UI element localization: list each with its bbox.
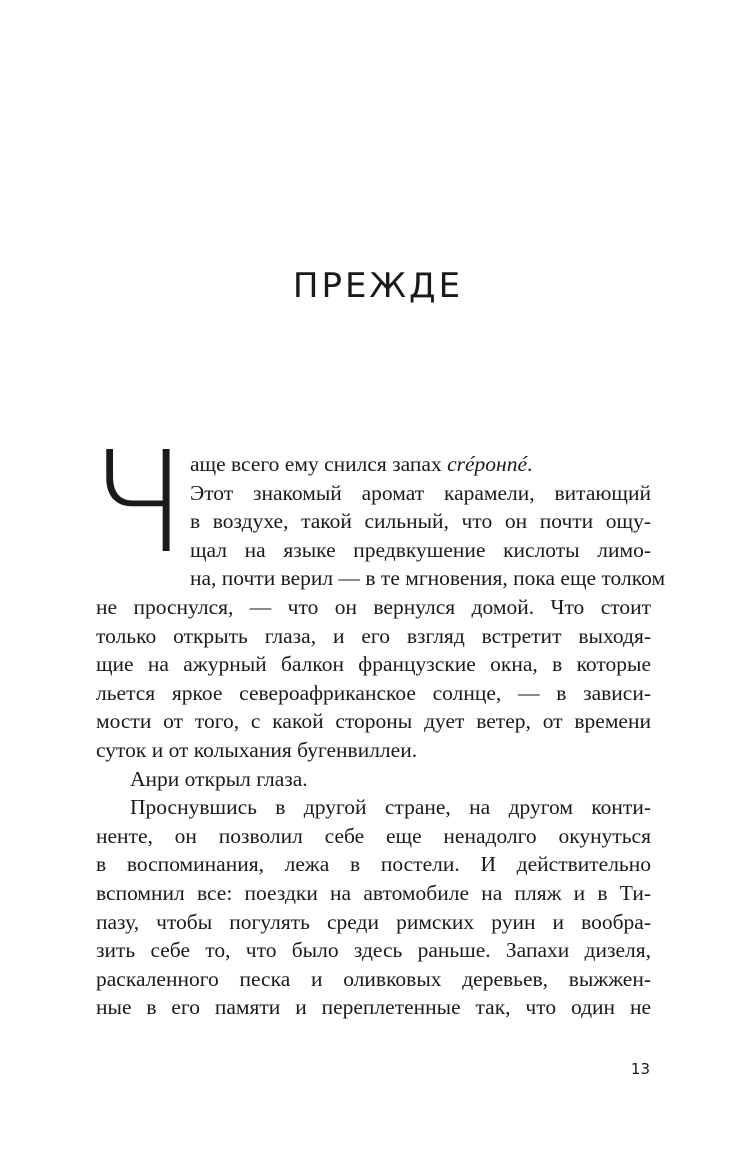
text-line: Анри открыл глаза. bbox=[130, 766, 308, 791]
text-line: на, почти верил — в те мгновения, пока еще толком bbox=[190, 566, 666, 591]
text-line: пазу, чтобы погулять среди римских руин и вообра- bbox=[96, 909, 651, 934]
text-line: не проснулся, — что он вернулся домой. Что стоит bbox=[96, 594, 651, 619]
text-line: суток и от колыхания бугенвиллеи. bbox=[96, 737, 418, 762]
text-line: ненте, он позволил себе еще ненадолго окунуться bbox=[96, 823, 651, 848]
chapter-title: ПРЕЖДЕ bbox=[292, 266, 464, 306]
text-line: щие на ажурный балкон французские окна, в которые bbox=[96, 652, 651, 677]
italic-word: crépонné bbox=[447, 452, 528, 476]
text-line: только открыть глаза, и его взгляд встретит выходя- bbox=[96, 623, 651, 648]
text-fragment: . bbox=[527, 452, 533, 476]
text-line: щал на языке предвкушение кислоты лимо- bbox=[190, 537, 651, 562]
text-fragment: аще всего ему снился запах bbox=[190, 452, 448, 476]
text-line: мости от того, с какой стороны дует ветер, от времени bbox=[96, 709, 651, 734]
text-line: ные в его памяти и переплетенные так, что один не bbox=[96, 995, 651, 1020]
drop-cap-letter: Ч bbox=[90, 422, 186, 585]
text-line: Проснувшись в другой стране, на другом конти- bbox=[130, 795, 651, 820]
text-line: в воспоминания, лежа в постели. И действительно bbox=[96, 852, 651, 877]
text-line: льется яркое североафриканское солнце, — в зависи- bbox=[96, 680, 651, 705]
page-number: 13 bbox=[630, 1060, 650, 1078]
text-line: зить себе то, что было здесь раньше. Запахи дизеля, bbox=[96, 938, 651, 963]
text-line: вспомнил все: поездки на автомобиле на пляж и в Ти- bbox=[96, 880, 651, 905]
body-text bbox=[96, 450, 666, 1022]
text-line bbox=[190, 450, 651, 479]
text-line: раскаленного песка и оливковых деревьев, выжжен- bbox=[96, 966, 651, 991]
text-line: в воздухе, такой сильный, что он почти ощу- bbox=[190, 509, 651, 534]
text-line: Этот знакомый аромат карамели, витающий bbox=[190, 480, 651, 505]
